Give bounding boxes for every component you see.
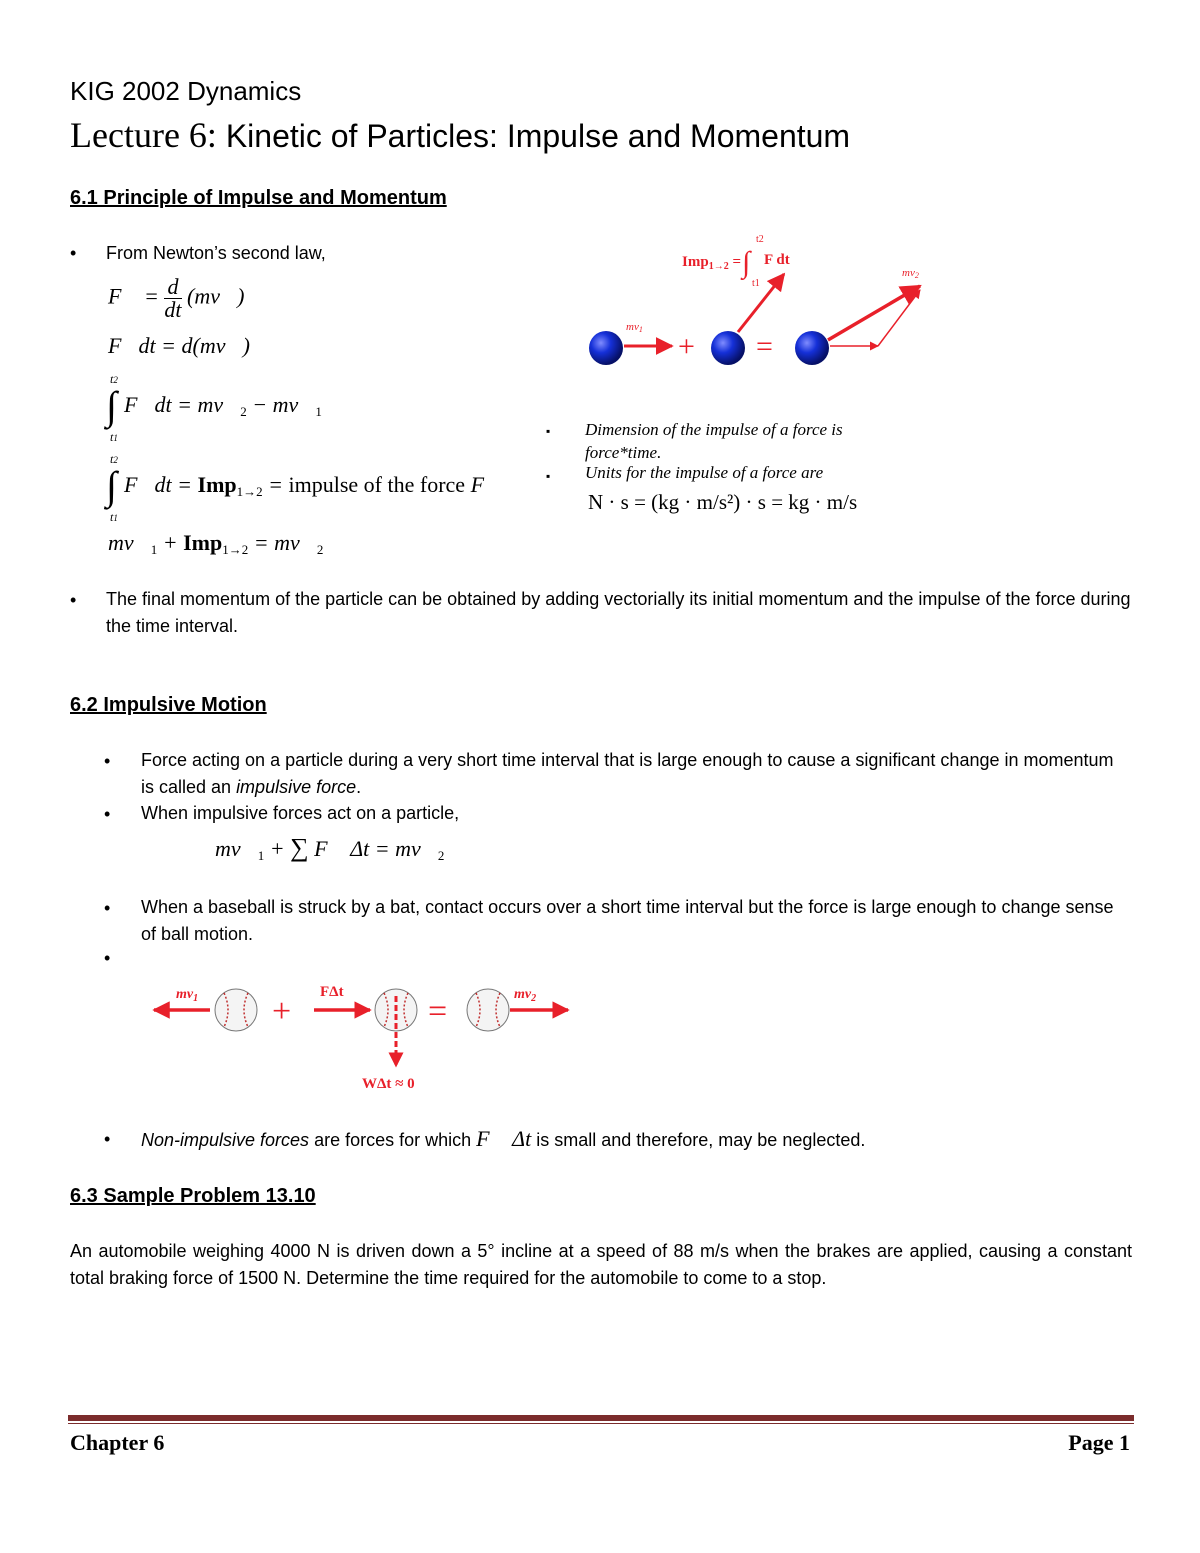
footer-chapter: Chapter 6 bbox=[70, 1430, 165, 1455]
svg-text:F dt: F dt bbox=[764, 252, 790, 268]
impulse-dimension-note: Dimension of the impulse of a force is force*time. bbox=[585, 420, 843, 462]
sample-problem-text: An automobile weighing 4000 N is driven down a 5° incline at a speed of 88 m/s when the brakes are applied, causing a constant total braking force of 1500 N. Determine the time required for the automobile to come to a stop. bbox=[70, 1241, 1132, 1288]
bullet-marker: • bbox=[104, 898, 111, 918]
footer-rule bbox=[68, 1415, 1134, 1421]
section-heading-6-1: 6.1 Principle of Impulse and Momentum bbox=[70, 187, 447, 209]
particle-sphere-3 bbox=[795, 331, 829, 365]
svg-text:∫: ∫ bbox=[742, 246, 751, 279]
final-momentum-statement: The final momentum of the particle can be obtained by adding vectorially its initial momentum and the impulse of the force during the time interval. bbox=[106, 589, 1131, 636]
footer-page-number: Page 1 bbox=[1068, 1430, 1130, 1455]
mv1-label: $mv_1$ bbox=[176, 987, 199, 1004]
particle-sphere-2 bbox=[711, 331, 745, 365]
bullet-marker: • bbox=[70, 243, 77, 263]
equation-impulsive-motion: $mv⃗_1$ + ∑ F⃗ $\Delta t = mv⃗_2$ bbox=[215, 833, 445, 863]
equation-differential: F⃗dt = d(mv⃗) bbox=[108, 333, 250, 358]
bullet-marker: • bbox=[104, 804, 111, 824]
mv2-label: $mv_2$ bbox=[514, 987, 537, 1004]
lecture-title bbox=[70, 114, 850, 156]
equals-sign: = bbox=[756, 330, 773, 363]
impulsive-forces-intro: When impulsive forces act on a particle, bbox=[141, 803, 460, 823]
baseball-3 bbox=[467, 989, 509, 1031]
section-heading-6-3: 6.3 Sample Problem 13.10 bbox=[70, 1185, 316, 1207]
newton-law-intro: From Newton’s second law, bbox=[106, 243, 326, 263]
bullet-marker: ▪ bbox=[546, 424, 551, 438]
plus-sign: + bbox=[272, 993, 292, 1030]
impulse-momentum-figure bbox=[580, 222, 940, 382]
units-equation: N · s = (kg · m/s²) · s = kg · m/s bbox=[588, 490, 858, 514]
svg-text:Imp1→2 =: Imp$_{1\to 2}$ = bbox=[682, 254, 741, 272]
impulsive-force-definition: Force acting on a particle during a very short time interval that is large enough to cause a significant change in momentum is called an impulsive force. bbox=[141, 750, 1114, 797]
baseball-1 bbox=[215, 989, 257, 1031]
lecture-topic: Kinetic of Particles: Impulse and Momentum bbox=[225, 118, 851, 154]
bullet-marker: • bbox=[104, 751, 111, 771]
fraction-d-dt: $\frac{d}{dt}$ bbox=[164, 274, 182, 322]
non-impulsive-term: Non-impulsive forces bbox=[141, 1130, 310, 1150]
impulse-arrow bbox=[738, 274, 784, 332]
particle-sphere-1 bbox=[589, 331, 623, 365]
impulse-label bbox=[682, 234, 790, 289]
impulse-units-note: Units for the impulse of a force are bbox=[585, 463, 824, 482]
mv1-label: mv1 bbox=[626, 321, 643, 334]
plus-sign: + bbox=[678, 330, 695, 363]
non-impulsive-forces-statement: Non-impulsive forces are forces for which F⃗ Δt is small and therefore, may be neglected. bbox=[141, 1126, 866, 1151]
bullet-marker: • bbox=[104, 948, 111, 968]
svg-text:t2: t2 bbox=[756, 234, 764, 245]
bullet-marker: • bbox=[104, 1129, 111, 1149]
impulse-of-force-text: impulse of the force bbox=[288, 472, 466, 497]
impulsive-force-term: impulsive force bbox=[236, 777, 357, 797]
baseball-impulse-figure bbox=[148, 976, 578, 1096]
mv2-label: mv2 bbox=[902, 267, 919, 280]
baseball-example: When a baseball is struck by a bat, contact occurs over a short time interval but the force is large enough to change sense of ball motion. bbox=[141, 897, 1114, 944]
footer-rule-thin bbox=[68, 1423, 1134, 1424]
svg-text:t1: t1 bbox=[752, 278, 760, 289]
impulse-label: FΔt bbox=[320, 984, 344, 1000]
equals-sign: = bbox=[428, 993, 448, 1030]
equation-momentum-balance: $mv⃗_1 + Imp_{1\to 2}$ = $mv⃗_2$ bbox=[108, 530, 324, 557]
equation-newton: F⃗ = $\frac{d}{dt}$ (mv⃗) bbox=[108, 274, 245, 322]
weight-impulse-label: WΔt ≈ 0 bbox=[362, 1076, 415, 1092]
section-heading-6-2: 6.2 Impulsive Motion bbox=[70, 694, 267, 716]
lecture-number: Lecture 6: bbox=[70, 115, 217, 155]
bullet-marker: • bbox=[70, 590, 77, 610]
final-momentum-arrow bbox=[828, 286, 920, 340]
course-title: KIG 2002 Dynamics bbox=[70, 76, 302, 106]
bullet-marker: ▪ bbox=[546, 469, 551, 483]
